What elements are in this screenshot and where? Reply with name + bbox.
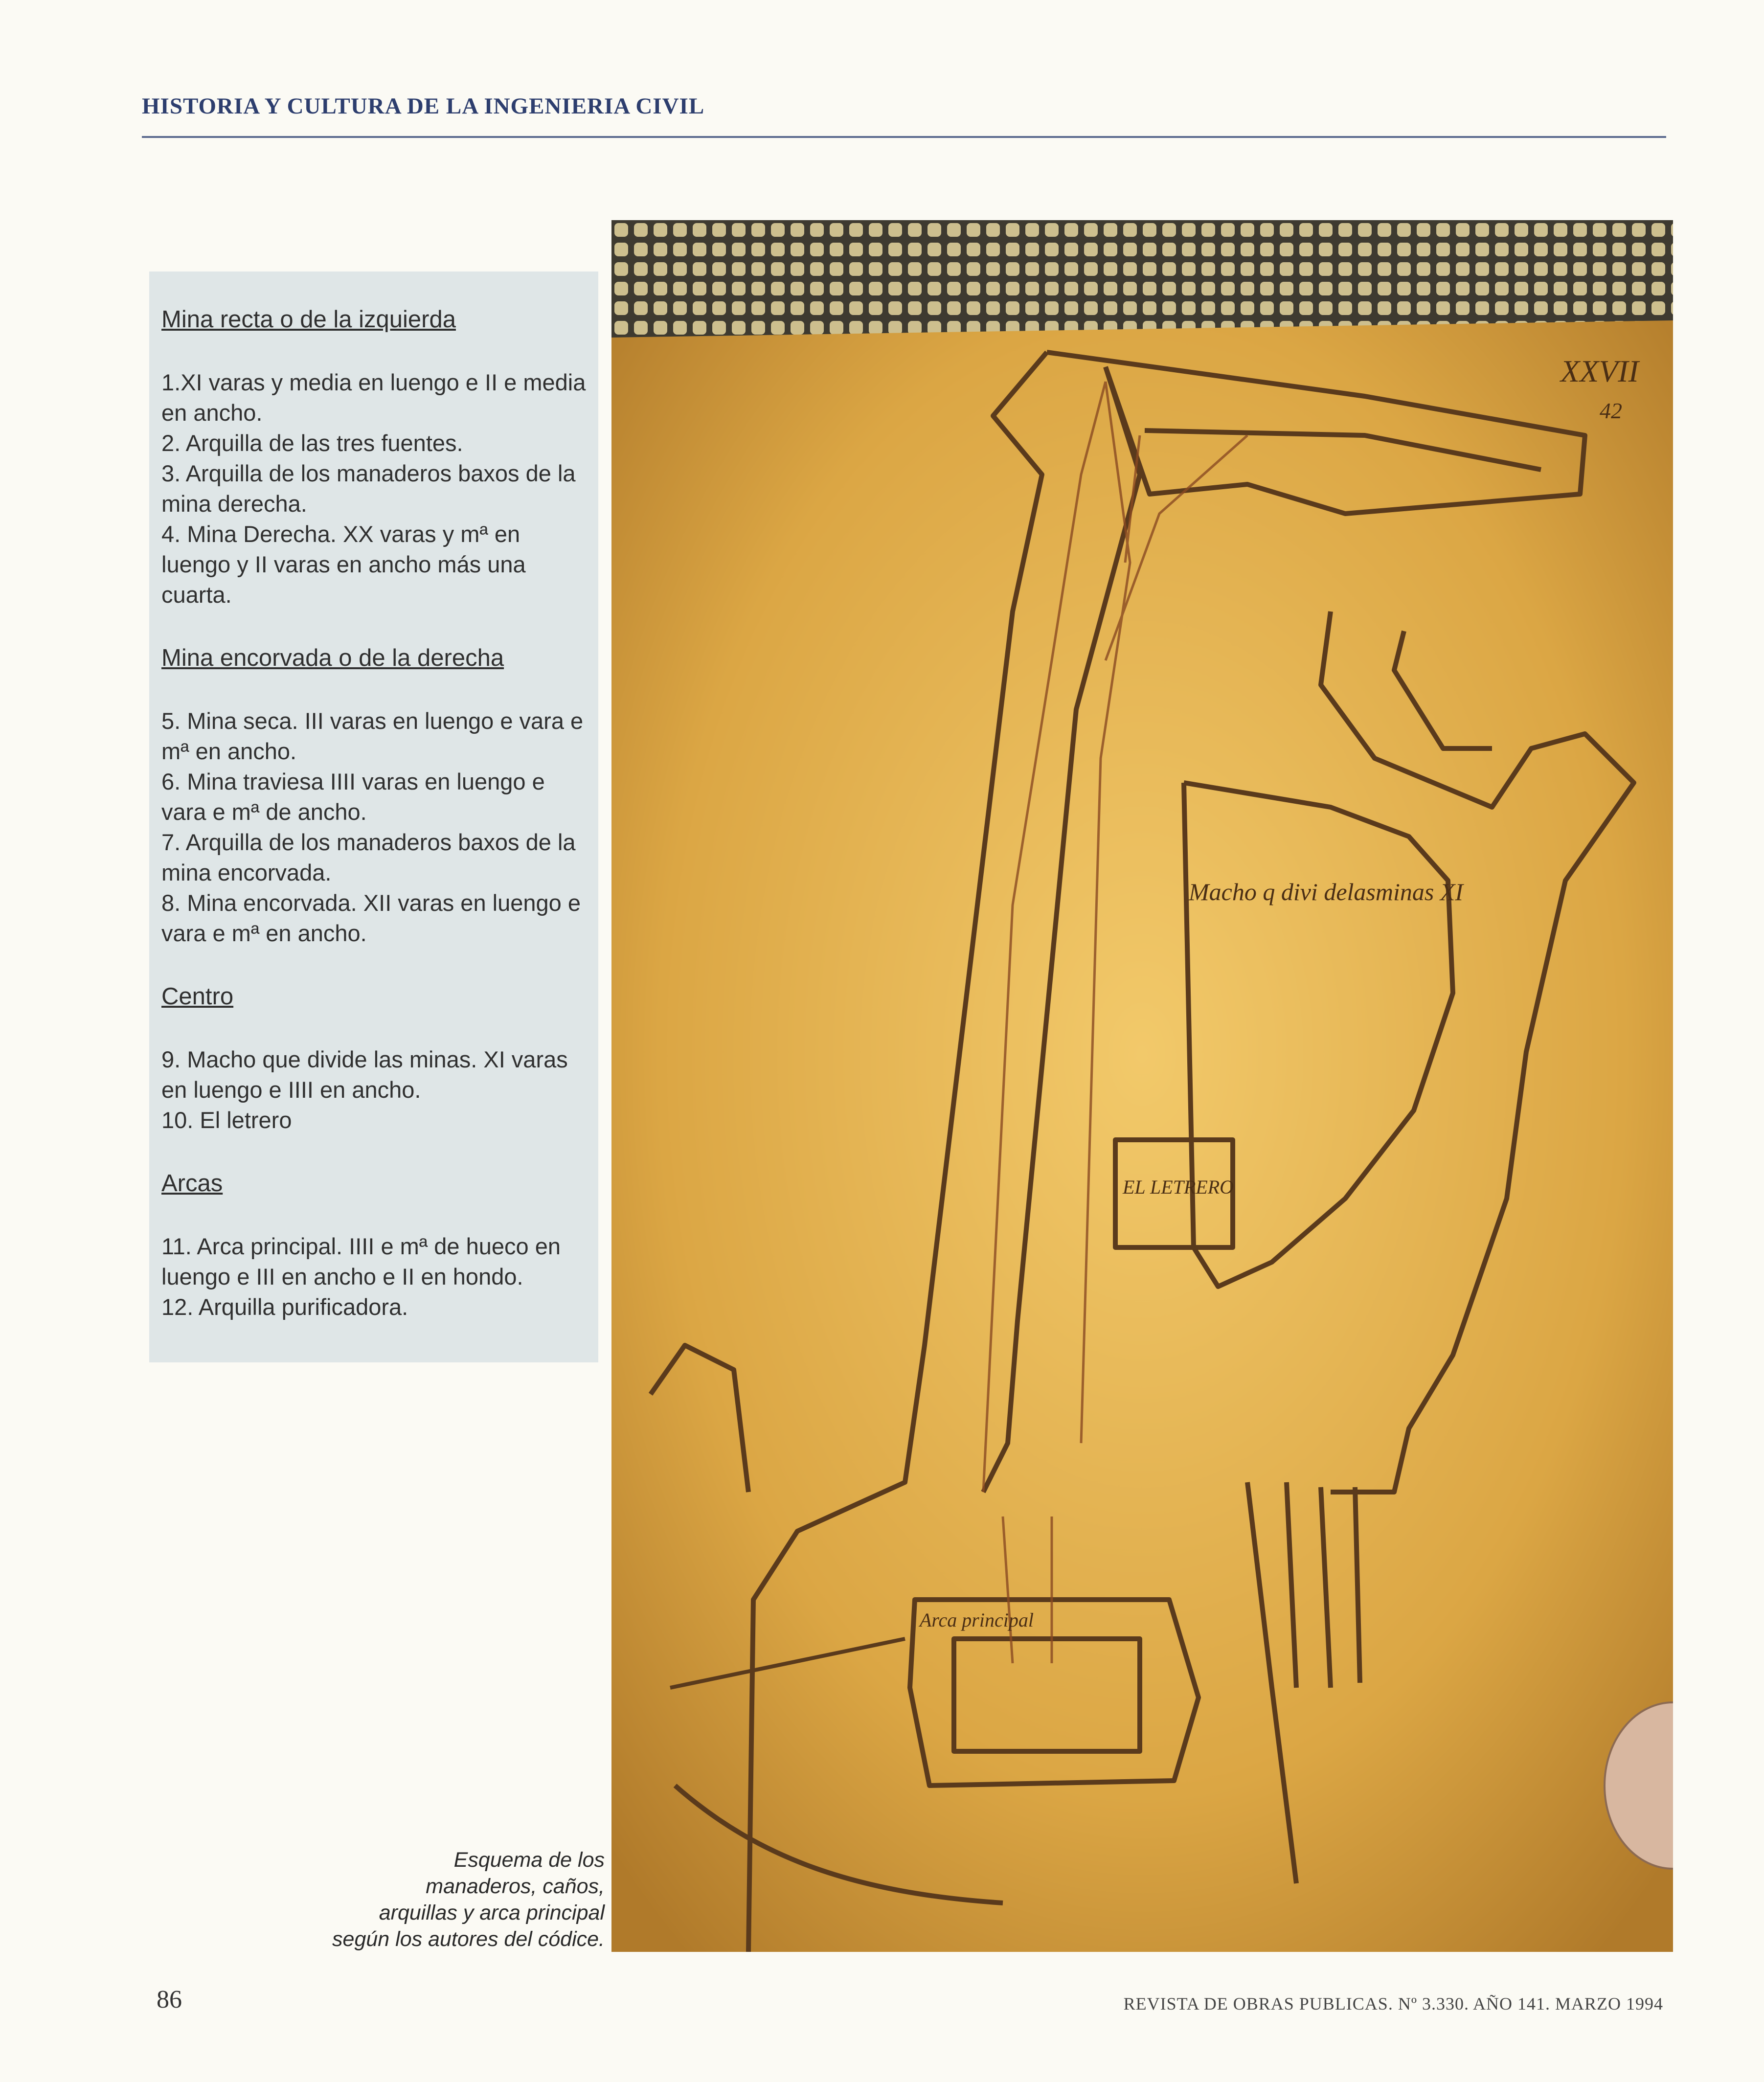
- corner-mark-2: 42: [1600, 398, 1622, 423]
- mesh-background: [611, 220, 1673, 338]
- legend-item: 7. Arquilla de los manaderos baxos de la mina encorvada.: [161, 829, 576, 885]
- caption-line: según los autores del códice.: [332, 1927, 605, 1951]
- legend-heading: Mina recta o de la izquierda: [161, 306, 456, 333]
- header-rule: [142, 136, 1666, 138]
- legend-item: 3. Arquilla de los manaderos baxos de la mina derecha.: [161, 460, 576, 517]
- arca-label: Arca principal: [920, 1609, 1034, 1631]
- caption-line: Esquema de los: [453, 1848, 605, 1872]
- caption-line: manaderos, caños,: [426, 1875, 605, 1898]
- running-header: HISTORIA Y CULTURA DE LA INGENIERIA CIVIL: [142, 93, 705, 119]
- legend-item: 9. Macho que divide las minas. XI varas en luengo e IIII en ancho.: [161, 1046, 568, 1103]
- legend-item: 1.XI varas y media en luengo e II e media en ancho.: [161, 369, 586, 426]
- corner-mark: XXVII: [1560, 354, 1639, 388]
- figure-caption: [252, 1847, 605, 1952]
- codex-map-drawing: [611, 220, 1673, 1952]
- legend-heading: Arcas: [161, 1170, 223, 1197]
- legend-item: 11. Arca principal. IIII e mª de hueco en luengo e III en ancho e II en hondo.: [161, 1233, 561, 1290]
- letrero-label: EL LETRERO: [1123, 1176, 1234, 1198]
- legend-item: 4. Mina Derecha. XX varas y mª en luengo y II varas en ancho más una cuarta.: [161, 521, 526, 608]
- legend-item: 10. El letrero: [161, 1107, 292, 1133]
- caption-line: arquillas y arca principal: [379, 1901, 605, 1924]
- macho-label: Macho q divi delasminas XI: [1189, 878, 1464, 905]
- legend-sidebar: [149, 272, 598, 1362]
- legend-item: 12. Arquilla purificadora.: [161, 1294, 408, 1320]
- legend-item: 5. Mina seca. III varas en luengo e vara e mª en ancho.: [161, 708, 584, 764]
- legend-heading: Centro: [161, 983, 234, 1010]
- legend-item: 8. Mina encorvada. XII varas en luengo e vara e mª en ancho.: [161, 890, 581, 946]
- journal-footer: REVISTA DE OBRAS PUBLICAS. Nº 3.330. AÑO 141. MARZO 1994: [1123, 1994, 1663, 2014]
- page-number: 86: [157, 1986, 182, 2014]
- legend-item: 6. Mina traviesa IIII varas en luengo e vara e mª de ancho.: [161, 769, 545, 825]
- legend-heading: Mina encorvada o de la derecha: [161, 645, 504, 671]
- legend-item: 2. Arquilla de las tres fuentes.: [161, 430, 463, 456]
- codex-map-photo: [611, 220, 1673, 1952]
